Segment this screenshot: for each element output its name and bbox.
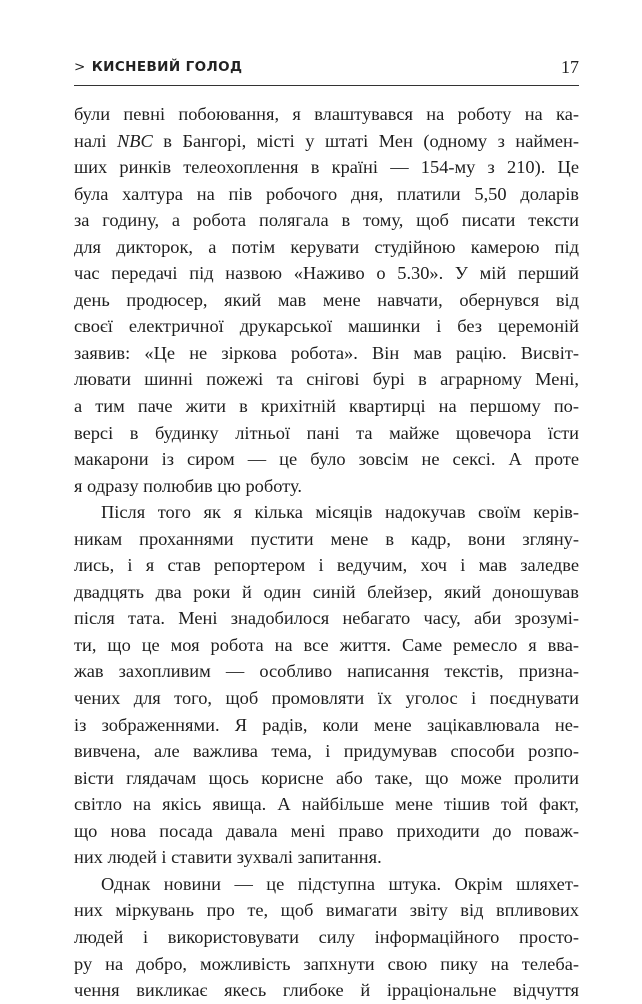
text-line: день продюсер, який мав мене навчати, обернувся від: [74, 289, 579, 310]
text-line: заявив: «Це не зіркова робота». Він мав рацію. Висвіт-: [74, 342, 579, 363]
text-line: них міркувань про те, щоб вимагати звіту від впливових: [74, 900, 579, 921]
page-body: [74, 101, 579, 1004]
text-line: Однак новини — це підступна штука. Окрім шляхет-: [101, 873, 579, 894]
running-header: [74, 57, 579, 86]
text-line: макарони із сиром — це було зовсім не сексі. А проте: [74, 449, 579, 470]
text-line: вивчена, але важлива тема, і придумував способи розпо-: [74, 741, 579, 762]
paragraph: [74, 499, 579, 871]
text-line: ших ринків телеохоплення в країні — 154-му з 210). Це: [74, 157, 579, 178]
chapter-title-text: КИСНЕВИЙ ГОЛОД: [91, 59, 243, 75]
text-line: вісти глядачам щось корисне або таке, що може пролити: [74, 767, 579, 788]
text-line: двадцять два роки й один синій блейзер, який доношував: [74, 581, 579, 602]
italic-term: NBC: [116, 130, 153, 151]
text-line: були певні побоювання, я влаштувався на роботу на ка-: [74, 104, 579, 124]
text-line: світло на якісь явища. А найбільше мене тішив той факт,: [74, 794, 579, 815]
text-line: [74, 128, 579, 155]
paragraph: [74, 871, 579, 1004]
text-line: із зображеннями. Я радів, коли мене зацікавлювала не-: [74, 714, 579, 735]
text-line: жав захопливим — особливо написання текстів, призна-: [74, 661, 579, 682]
text-line: була халтура на пів робочого дня, платили 5,50 доларів: [74, 183, 579, 204]
text-line: никам проханнями пустити мене в кадр, вони згляну-: [74, 528, 579, 549]
chapter-title: [74, 59, 242, 75]
text-line: лись, і я став репортером і ведучим, хоч і мав заледве: [74, 555, 579, 576]
text-span: в Бангорі, місті у штаті Мен (одному з наймен-: [152, 130, 579, 151]
text-span: налі: [74, 130, 117, 151]
text-line: своєї електричної друкарської машинки і без церемоній: [74, 316, 579, 337]
text-line: чення викликає якесь глибоке й ірраціональне відчуття: [74, 980, 579, 1001]
paragraph: [74, 101, 579, 499]
text-line: Після того як я кілька місяців надокучав своїм керів-: [101, 502, 579, 523]
text-line: я одразу полюбив цю роботу.: [74, 475, 302, 496]
text-line: для дикторок, а потім керувати студійною камерою під: [74, 236, 579, 257]
text-line: чених для того, щоб промовляти їх уголос і поєднувати: [74, 688, 579, 709]
text-line: ти, що це моя робота на все життя. Саме ремесло я вва-: [74, 634, 579, 655]
text-line: що нова посада давала мені право приходити до поваж-: [74, 820, 579, 841]
page-number: 17: [561, 57, 579, 77]
text-line: а тим паче жити в крихітній квартирці на першому по-: [74, 396, 579, 417]
text-line: ру на добро, можливість запхнути свою пику на телеба-: [74, 953, 579, 974]
text-line: час передачі під назвою «Наживо о 5.30». У мій перший: [74, 263, 579, 284]
chevron-right-icon: >: [74, 59, 86, 75]
text-line: лювати шинні пожежі та снігові бурі в аграрному Мені,: [74, 369, 579, 390]
text-line: після тата. Мені знадобилося небагато часу, аби зрозумі-: [74, 608, 579, 629]
text-line: версі в будинку літньої пані та майже щовечора їсти: [74, 422, 579, 443]
text-line: людей і використовувати силу інформаційного просто-: [74, 926, 579, 947]
text-line: за годину, а робота полягала в тому, щоб писати тексти: [74, 210, 579, 231]
text-line: них людей і ставити зухвалі запитання.: [74, 847, 382, 868]
